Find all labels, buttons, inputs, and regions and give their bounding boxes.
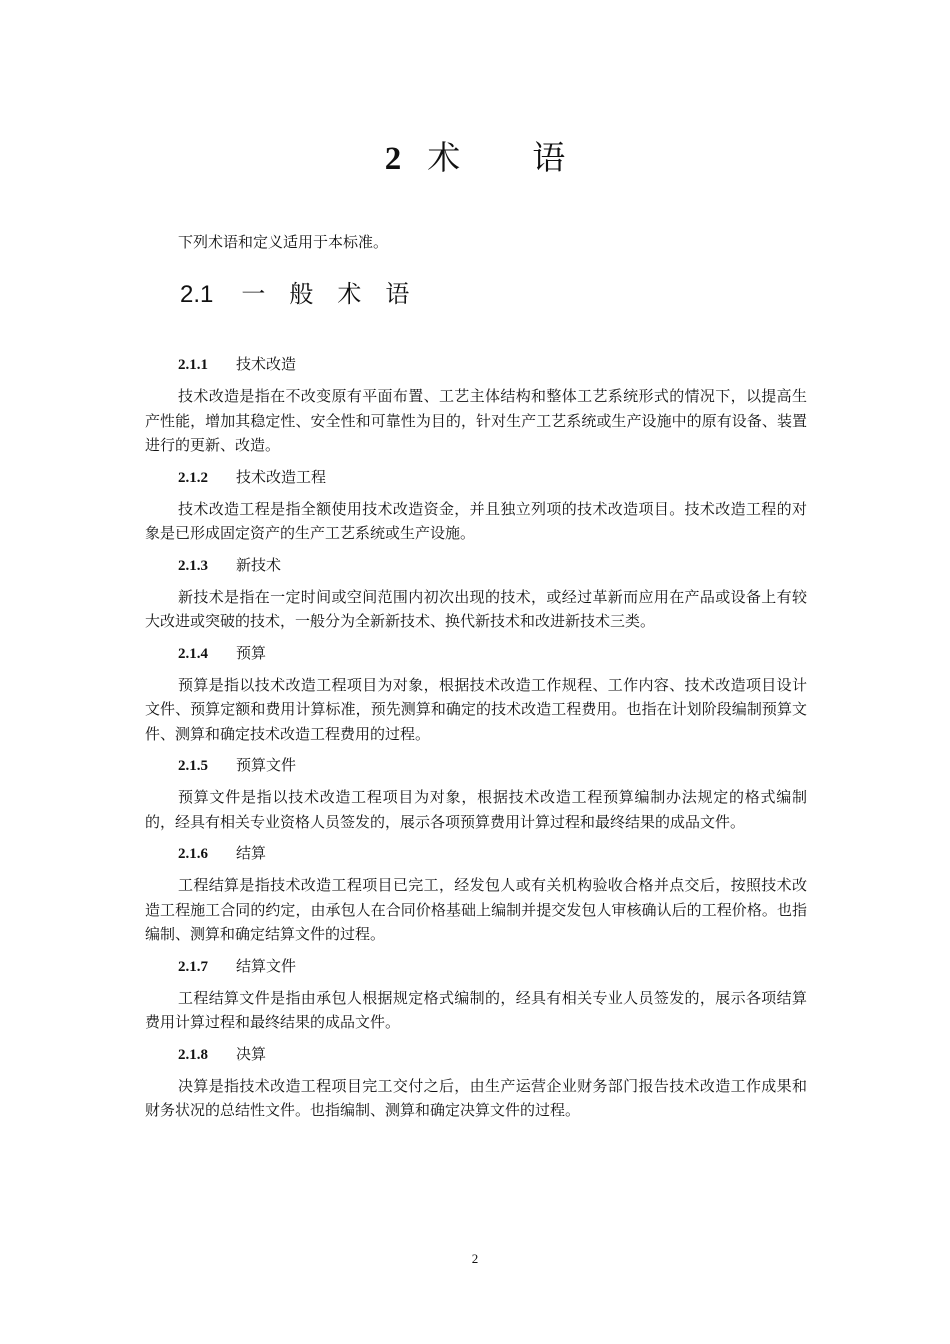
- term-definition: 技术改造工程是指全额使用技术改造资金，并且独立列项的技术改造项目。技术改造工程的对象是已形成固定资产的生产工艺系统或生产设施。: [145, 499, 807, 542]
- term-number: 2.1.8: [178, 1046, 208, 1063]
- term-definition: 决算是指技术改造工程项目完工交付之后，由生产运营企业财务部门报告技术改造工作成果和财务状况的总结性文件。也指编制、测算和确定决算文件的过程。: [145, 1076, 807, 1119]
- term-heading: [145, 353, 807, 376]
- chapter-title: [0, 136, 950, 181]
- term-heading: [145, 955, 807, 978]
- intro-text: 下列术语和定义适用于本标准。: [178, 233, 389, 251]
- term-entry: [145, 466, 807, 546]
- term-number: 2.1.6: [178, 846, 208, 862]
- terms-list: [145, 353, 807, 1131]
- term-number: 2.1.4: [178, 645, 208, 662]
- term-entry: [145, 554, 807, 634]
- term-name: 结算文件: [236, 956, 297, 975]
- term-entry: [145, 754, 807, 834]
- term-name: 决算: [236, 1044, 267, 1063]
- term-name: 新技术: [236, 555, 282, 574]
- term-number: 2.1.5: [178, 758, 208, 774]
- term-name: 结算: [236, 844, 267, 862]
- term-number: 2.1.2: [178, 469, 208, 486]
- section-title: [180, 278, 433, 311]
- term-name: 预算: [236, 643, 267, 662]
- term-heading: [145, 842, 807, 865]
- term-entry: [145, 642, 807, 747]
- term-definition: 预算是指以技术改造工程项目为对象，根据技术改造工作规程、工作内容、技术改造项目设计文件、预算定额和费用计算标准，预先测算和确定的技术改造工程费用。也指在计划阶段编制预算文件、测算和确定技术改造工程费用的过程。: [145, 675, 807, 743]
- term-name: 技术改造: [236, 355, 297, 373]
- term-number: 2.1.1: [178, 357, 208, 373]
- chapter-title-char-2: 语: [532, 138, 566, 177]
- page-number: 2: [471, 1251, 479, 1266]
- section-title-text: 一般术语: [241, 280, 434, 308]
- term-heading: [145, 642, 807, 665]
- term-heading: [145, 554, 807, 577]
- term-entry: [145, 353, 807, 458]
- term-entry: [145, 842, 807, 947]
- term-name: 预算文件: [236, 756, 297, 774]
- term-definition: 新技术是指在一定时间或空间范围内初次出现的技术，或经过革新而应用在产品或设备上有较大改进或突破的技术，一般分为全新新技术、换代新技术和改进新技术三类。: [145, 587, 807, 630]
- section-number: 2.1: [180, 281, 214, 308]
- chapter-title-char-1: 术: [427, 138, 461, 177]
- term-entry: [145, 955, 807, 1035]
- term-definition: 预算文件是指以技术改造工程项目为对象，根据技术改造工程预算编制办法规定的格式编制的，经具有相关专业资格人员签发的，展示各项预算费用计算过程和最终结果的成品文件。: [145, 788, 807, 831]
- term-number: 2.1.7: [178, 958, 208, 975]
- term-heading: [145, 466, 807, 489]
- term-heading: [145, 754, 807, 777]
- term-entry: [145, 1043, 807, 1123]
- term-definition: 工程结算文件是指由承包人根据规定格式编制的，经具有相关专业人员签发的，展示各项结算费用计算过程和最终结果的成品文件。: [145, 988, 807, 1031]
- term-name: 技术改造工程: [236, 467, 327, 486]
- chapter-number: 2: [384, 141, 402, 177]
- term-definition: 工程结算是指技术改造工程项目已完工，经发包人或有关机构验收合格并点交后，按照技术改造工程施工合同的约定，由承包人在合同价格基础上编制并提交发包人审核确认后的工程价格。也指编制、测算和确定结算文件的过程。: [145, 876, 807, 943]
- term-definition: 技术改造是指在不改变原有平面布置、工艺主体结构和整体工艺系统形式的情况下，以提高生产性能，增加其稳定性、安全性和可靠性为目的，针对生产工艺系统或生产设施中的原有设备、装置进行的更新、改造。: [145, 387, 807, 454]
- term-number: 2.1.3: [178, 557, 208, 574]
- term-heading: [145, 1043, 807, 1066]
